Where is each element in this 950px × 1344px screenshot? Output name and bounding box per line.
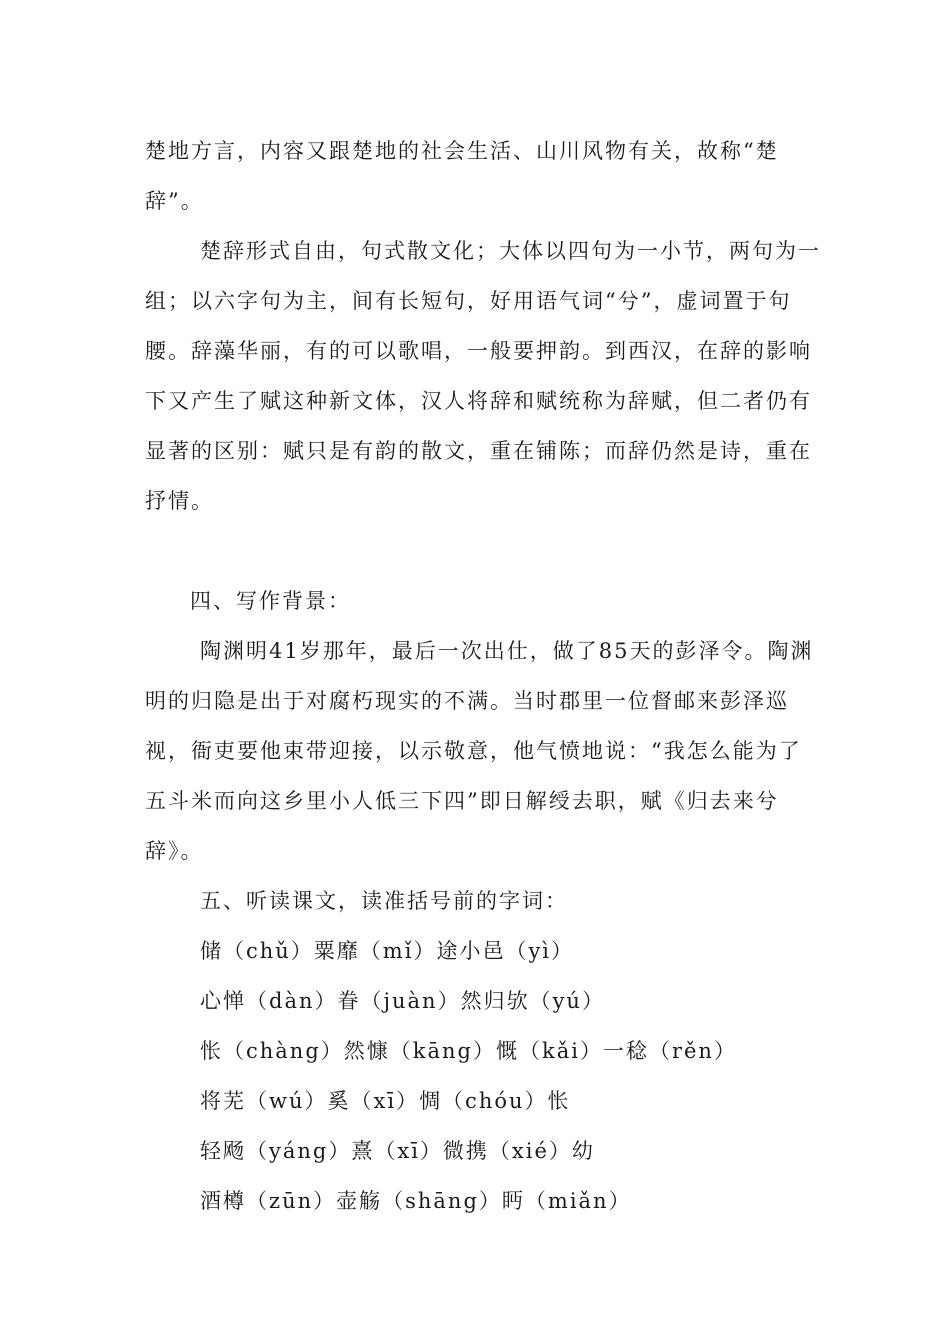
- vocab-line: 怅（chàng）然慷（kāng）慨（kǎi）一稔（rěn）: [200, 1039, 737, 1063]
- paragraph-line: 显著的区别：赋只是有韵的散文，重在铺陈；而辞仍然是诗，重在: [145, 439, 812, 463]
- vocab-line: 轻飏（yáng）熹（xī）微携（xié）幼: [200, 1139, 595, 1163]
- paragraph-line: 下又产生了赋这种新文体，汉人将辞和赋统称为辞赋，但二者仍有: [145, 389, 812, 413]
- section-heading: 四、写作背景：: [190, 589, 351, 613]
- paragraph-line: 腰。辞藻华丽，有的可以歌唱，一般要押韵。到西汉，在辞的影响: [145, 339, 812, 363]
- section-heading: 五、听读课文，读准括号前的字词：: [200, 889, 568, 913]
- paragraph-line: 明的归隐是出于对腐朽现实的不满。当时郡里一位督邮来彭泽巡: [145, 689, 789, 713]
- vocab-line: 酒樽（zūn）壶觞（shāng）眄（miǎn）: [200, 1189, 632, 1213]
- vocab-line: 心惮（dàn）眷（juàn）然归欤（yú）: [200, 989, 605, 1013]
- paragraph-line: 楚地方言，内容又跟楚地的社会生活、山川风物有关，故称“楚: [145, 139, 779, 163]
- paragraph-line: 视，衙吏要他束带迎接，以示敬意，他气愤地说：“我怎么能为了: [145, 739, 802, 763]
- paragraph-line: 抒情。: [145, 489, 214, 513]
- paragraph-line: 楚辞形式自由，句式散文化；大体以四句为一小节，两句为一: [200, 239, 821, 263]
- paragraph-line: 辞》。: [145, 839, 204, 863]
- vocab-line: 储（chǔ）粟靡（mǐ）途小邑（yì）: [200, 939, 575, 963]
- paragraph-line: 组；以六字句为主，间有长短句，好用语气词“兮”，虚词置于句: [145, 289, 792, 313]
- vocab-line: 将芜（wú）奚（xī）惆（chóu）怅: [200, 1089, 571, 1113]
- paragraph-line: 陶渊明41岁那年，最后一次出仕，做了85天的彭泽令。陶渊: [200, 639, 814, 663]
- paragraph-line: 辞”。: [145, 189, 204, 213]
- paragraph-line: 五斗米而向这乡里小人低三下四”即日解绶去职，赋《归去来兮: [145, 789, 779, 813]
